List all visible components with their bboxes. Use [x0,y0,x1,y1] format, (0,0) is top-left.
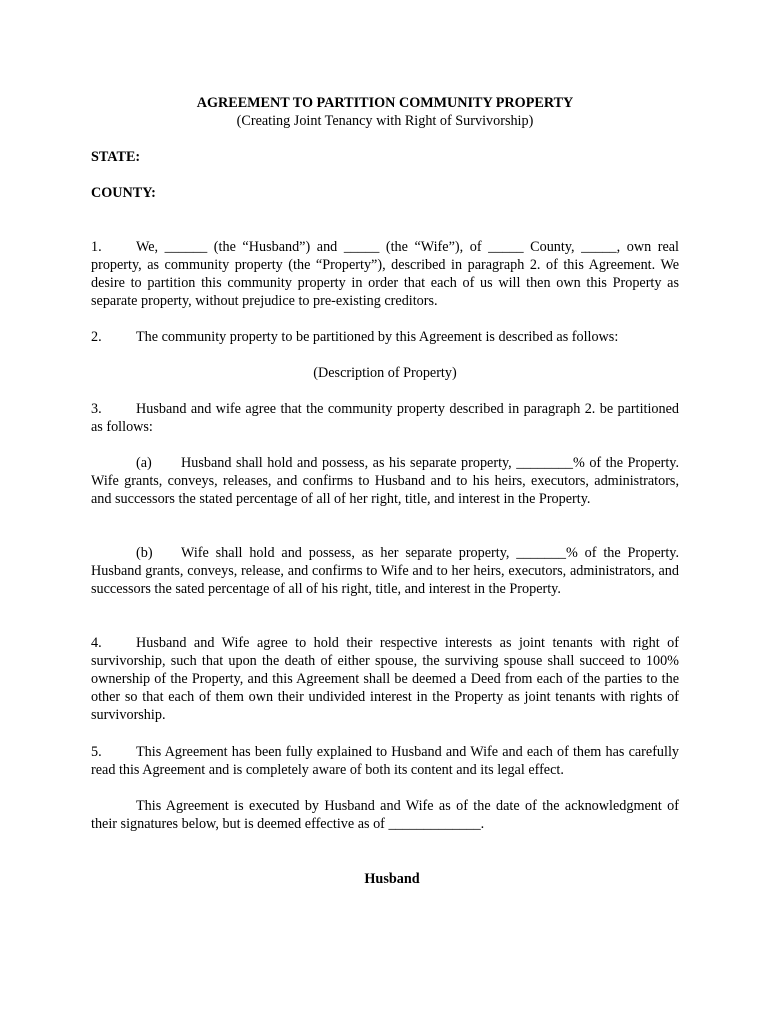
paragraph-1-number: 1. [91,239,102,255]
paragraph-3a-number: (a) [136,455,152,471]
paragraph-3a [91,454,679,508]
signature-label-husband: Husband [364,871,420,887]
paragraph-3b-text: Wife shall hold and possess, as her separate property, _______% of the Property. Husband grants, conveys, release, and confirms to Wife and to her heirs, executors, administrators, and successors the sated percentage of all of his right, title, and interest in the Property. [91,545,679,597]
paragraph-4-number: 4. [91,635,102,651]
paragraph-3b [91,544,679,598]
property-description: (Description of Property) [313,365,457,381]
paragraph-3-number: 3. [91,401,102,417]
paragraph-1-text: We, ______ (the “Husband”) and _____ (the “Wife”), of _____ County, _____, own real property, as community property (the “Property”), described in paragraph 2. of this Agreement. We desire to partition this community property in order that each of us will then own this Property as separate property, without prejudice to pre-existing creditors. [91,239,679,309]
paragraph-5-number: 5. [91,744,102,760]
paragraph-2 [91,328,679,346]
paragraph-1 [91,238,679,310]
paragraph-2-text: The community property to be partitioned by this Agreement is described as follows: [136,329,619,345]
paragraph-3 [91,400,679,436]
document-subtitle: (Creating Joint Tenancy with Right of Survivorship) [236,113,534,129]
paragraph-6 [91,797,679,833]
document-title: AGREEMENT TO PARTITION COMMUNITY PROPERTY [196,95,574,111]
paragraph-4 [91,634,679,724]
paragraph-3a-text: Husband shall hold and possess, as his separate property, ________% of the Property. Wife grants, conveys, releases, and confirms to Husband and to his heirs, executors, administrators, and successors the stated percentage of all of her right, title, and interest in the Property. [91,455,679,507]
paragraph-3-text: Husband and wife agree that the community property described in paragraph 2. be partitioned as follows: [91,401,679,435]
paragraph-2-number: 2. [91,329,102,345]
document-page [91,0,679,1024]
paragraph-5-text: This Agreement has been fully explained to Husband and Wife and each of them has carefully read this Agreement and is completely aware of both its content and its legal effect. [91,744,679,778]
paragraph-6-text: This Agreement is executed by Husband and Wife as of the date of the acknowledgment of their signatures below, but is deemed effective as of _____________. [91,798,679,832]
paragraph-5 [91,743,679,779]
state-label: STATE: [91,149,141,165]
paragraph-4-text: Husband and Wife agree to hold their respective interests as joint tenants with right of survivorship, such that upon the death of either spouse, the surviving spouse shall succeed to 100% ownership of the Property, and this Agreement shall be deemed a Deed from each of the parties to the other so that each of them own their undivided interest in the Property as joint tenants with rights of survivorship. [91,635,679,723]
paragraph-3b-number: (b) [136,545,153,561]
county-label: COUNTY: [91,185,156,201]
